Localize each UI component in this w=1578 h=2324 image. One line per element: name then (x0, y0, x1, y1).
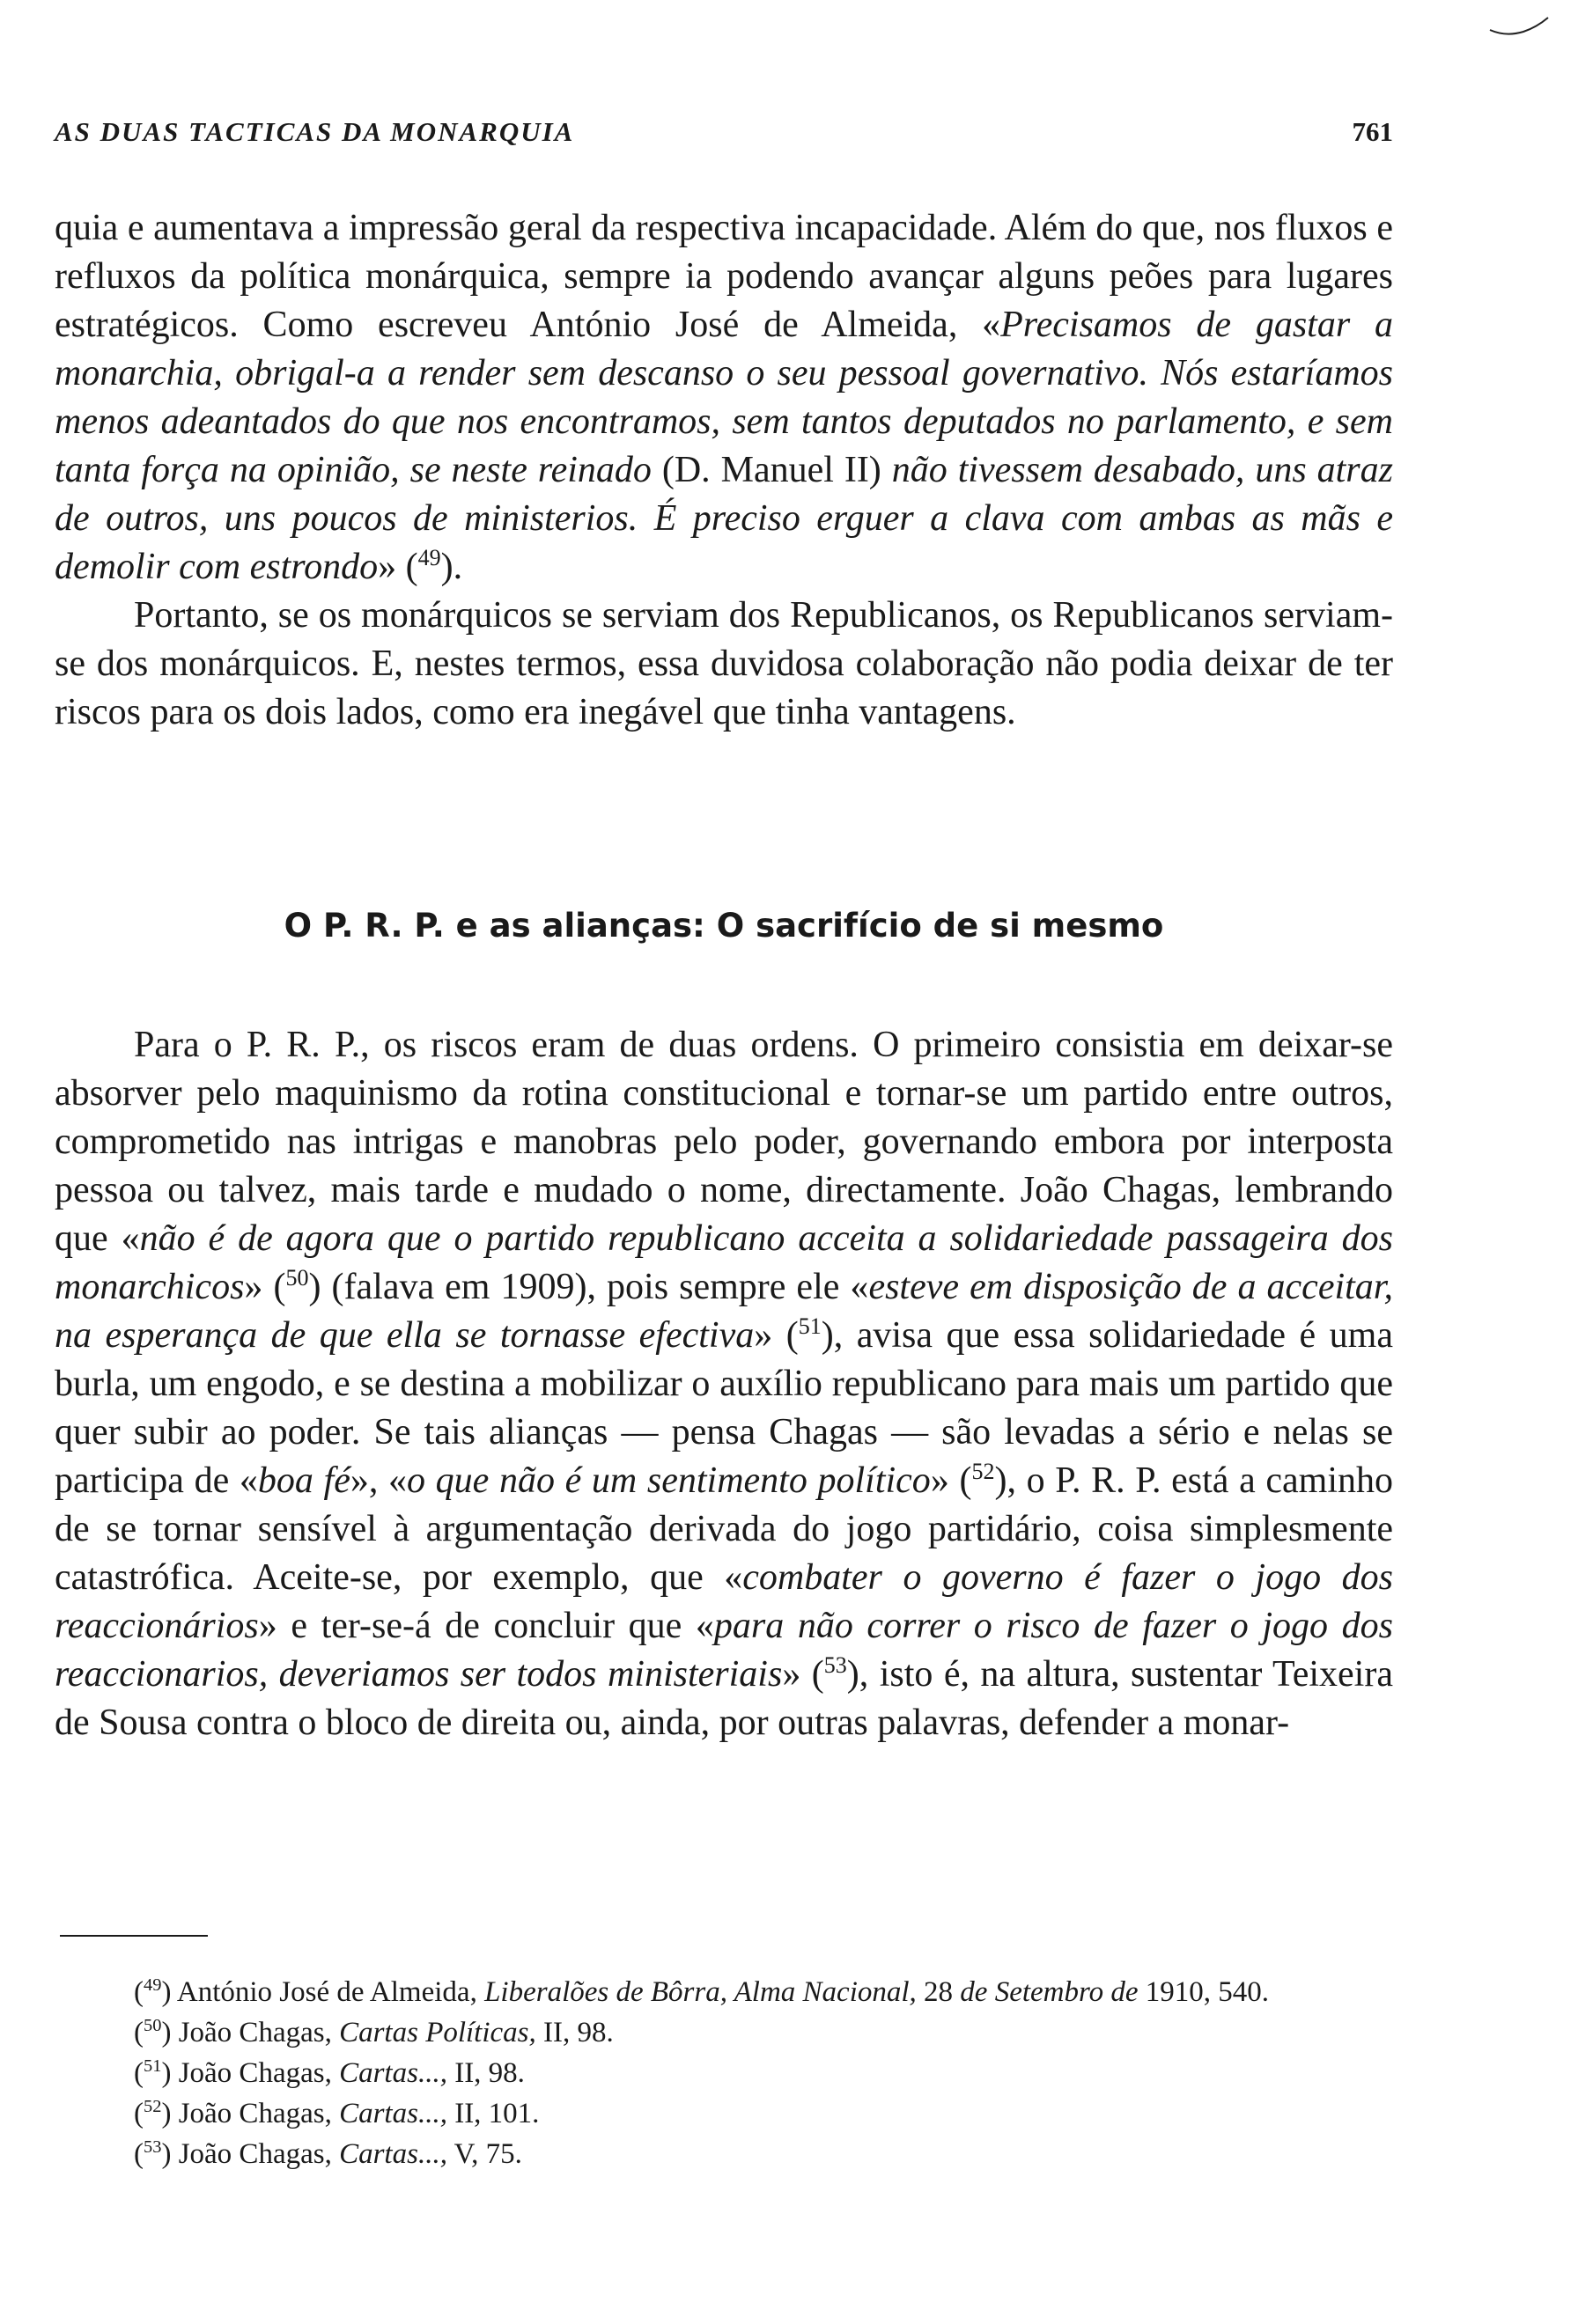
paragraph: Portanto, se os monárquicos se serviam dos Republicanos, os Republicanos serviam-se dos monárquicos. E, nestes termos, essa duvidosa colaboração não podia deixar de ter riscos para os dois lados, como era inegável que tinha vantagens. (55, 595, 1393, 732)
body-block-two (55, 1021, 1393, 1747)
paragraph: Para o P. R. P., os riscos eram de duas ordens. O primeiro consistia em deixar-se absorver pelo maquinismo da rotina constitucional e tornar-se um partido entre outros, comprometido nas intrigas e manobras pelo poder, governando embora por interposta pessoa ou talvez, mais tarde e mudado o nome, directamente. João Chagas, lembrando que «não é de agora que o partido republicano acceita a solidariedade passageira dos monarchicos» ($^{50}$) (falava em 1909), pois sempre ele «esteve em disposição de a acceitar, na esperança de que ella se tornasse efectiva» ($^{51}$), avisa que essa solidariedade é uma burla, um engodo, e se destina a mobilizar o auxílio republicano para mais um partido que quer subir ao poder. Se tais alianças — pensa Chagas — são levadas a sério e nelas se participa de «boa fé», «o que não é um sentimento político» ($^{52}$), o P. R. P. está a caminho de se tornar sensível à argumentação derivada do jogo partidário, coisa simplesmente catastrófica. Aceite-se, por exemplo, que «combater o governo é fazer o jogo dos reaccionários» e ter-se-á de concluir que «para não correr o risco de fazer o jogo dos reaccionarios, deveriamos ser todos ministeriais» ($^{53}$), isto é, na altura, sustentar Teixeira de Sousa contra o bloco de direita ou, ainda, por outras palavras, defender a monar- (55, 1025, 1394, 1743)
footnote: ($^{51}$) João Chagas, Cartas..., II, 98. (134, 2056, 525, 2089)
quotation: o que não é um sentimento político (407, 1460, 931, 1501)
footnote: ($^{49}$) António José de Almeida, Liberalões de Bôrra, Alma Nacional, 28 de Setembro de 1910, 540. (134, 1975, 1270, 2008)
footnote: ($^{50}$) João Chagas, Cartas Políticas, II, 98. (134, 2016, 614, 2048)
footnote-ref: 53 (823, 1652, 847, 1678)
paragraph-continuation: quia e aumentava a impressão geral da respectiva incapacidade. Além do que, nos fluxos e refluxos da política monárquica, sempre ia podendo avançar alguns peões para lugares estratégicos. Como escreveu António José de Almeida, «Precisamos de gastar a monarchia, obrigal-a a render sem descanso o seu pessoal governativo. Nós estaríamos menos adeantados do que nos encontramos, sem tantos deputados no parlamento, e sem tanta força na opinião, se neste reinado (D. Manuel II) não tivessem desabado, uns atraz de outros, uns poucos de ministerios. É preciso erguer a clava com ambas as mãs e demolir com estrondo» ($^{49}$). (55, 208, 1393, 587)
pencil-mark-icon (1488, 12, 1550, 39)
footnote-rule (60, 1935, 208, 1937)
quotation: esteve em disposição de a acceitar, na esperança de que ella se tornasse efectiva (55, 1267, 1393, 1356)
quotation: para não correr o risco de fazer o jogo dos reaccionarios, deveriamos ser todos ministeriais (55, 1606, 1393, 1695)
footnote-number: 51 (144, 2056, 162, 2076)
footnote-ref: 49 (417, 545, 441, 570)
footnote: ($^{52}$) João Chagas, Cartas..., II, 101. (134, 2097, 540, 2129)
running-title: AS DUAS TACTICAS DA MONARQUIA (55, 116, 575, 147)
footnote-number: 49 (144, 1975, 162, 1995)
quotation: não é de agora que o partido republicano acceita a solidariedade passageira dos monarchicos (55, 1218, 1393, 1307)
footnote-ref: 50 (285, 1265, 309, 1291)
quotation: não tivessem desabado, uns atraz de outros, uns poucos de ministerios. É preciso erguer a clava com ambas as mãs e demolir com estrondo (55, 450, 1393, 587)
section-heading: O P. R. P. e as alianças: O sacrifício de si mesmo (284, 907, 1164, 945)
footnote-number: 50 (144, 2016, 162, 2035)
quotation: combater o governo é fazer o jogo dos reaccionários (55, 1557, 1393, 1646)
footnote-ref: 51 (798, 1313, 822, 1339)
body-block-one (55, 204, 1393, 737)
quotation: Precisamos de gastar a monarchia, obrigal-a a render sem descanso o seu pessoal governativo. Nós estaríamos menos adeantados do que nos encontramos, sem tantos deputados no parlamento, e sem tanta força na opinião, se neste reinado (55, 305, 1393, 490)
footnote-number: 53 (144, 2137, 162, 2157)
running-head (55, 116, 1393, 155)
footnote-ref: 52 (971, 1459, 995, 1484)
footnotes (55, 1972, 1393, 2174)
footnote: ($^{53}$) João Chagas, Cartas..., V, 75. (134, 2137, 522, 2170)
page-number: 761 (1352, 116, 1393, 147)
footnote-number: 52 (144, 2097, 162, 2116)
quotation: boa fé (257, 1460, 350, 1501)
